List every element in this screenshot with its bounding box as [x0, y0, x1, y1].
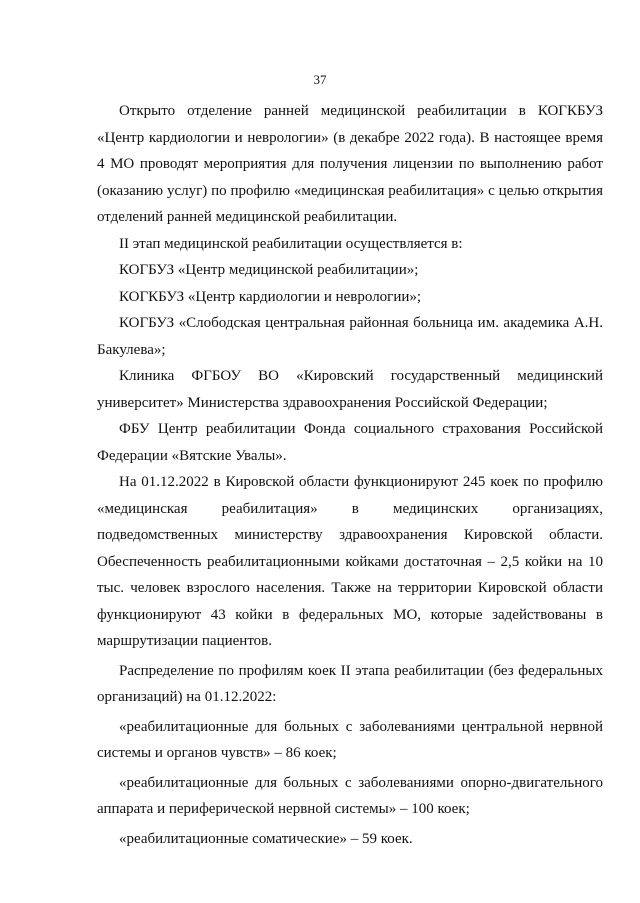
document-body: [97, 98, 603, 852]
list-item-university-clinic: Клиника ФГБОУ ВО «Кировский государственный медицинский университет» Министерства здравоохранения Российской Федерации;: [97, 368, 603, 411]
list-item-fss-center: ФБУ Центр реабилитации Фонда социального страхования Российской Федерации «Вятские Увалы».: [97, 421, 603, 464]
list-item-slobodskaya-hospital: КОГБУЗ «Слободская центральная районная больница им. академика А.Н. Бакулева»;: [97, 315, 603, 358]
list-item-cns-beds: «реабилитационные для больных с заболеваниями центральной нервной системы и органов чувств» – 86 коек;: [97, 718, 603, 761]
list-item-rehab-center: КОГБУЗ «Центр медицинской реабилитации»;: [119, 262, 419, 278]
paragraph-bed-distribution-intro: Распределение по профилям коек II этапа реабилитации (без федеральных организаций) на 01.12.2022:: [97, 662, 603, 705]
paragraph-stage-two-intro: II этап медицинской реабилитации осуществляется в:: [119, 235, 463, 252]
list-item-somatic-beds: «реабилитационные соматические» – 59 коек.: [119, 830, 413, 847]
page-number: 37: [313, 72, 327, 87]
list-item-musculoskeletal-beds: «реабилитационные для больных с заболеваниями опорно-двигательного аппарата и периферической нервной системы» – 100 коек;: [97, 774, 603, 817]
paragraph-early-rehab: Открыто отделение ранней медицинской реабилитации в КОГКБУЗ «Центр кардиологии и неврологии» (в декабре 2022 года). В настоящее время 4 МО проводят мероприятия для получения лицензии по выполнению работ (оказанию услуг) по профилю «медицинская реабилитация» с целью открытия отделений ранней медицинской реабилитации.: [97, 103, 603, 225]
paragraph-bed-count: На 01.12.2022 в Кировской области функционируют 245 коек по профилю «медицинская реабилитация» в медицинских организациях, подведомственных министерству здравоохранения Кировской области. Обеспеченность реабилитационными койками достаточная – 2,5 койки на 10 тыс. человек взрослого населения. Также на территории Кировской области функционируют 43 койки в федеральных МО, которые задействованы в маршрутизации пациентов.: [97, 474, 603, 649]
list-item-cardiology-center: КОГКБУЗ «Центр кардиологии и неврологии»;: [119, 288, 422, 305]
